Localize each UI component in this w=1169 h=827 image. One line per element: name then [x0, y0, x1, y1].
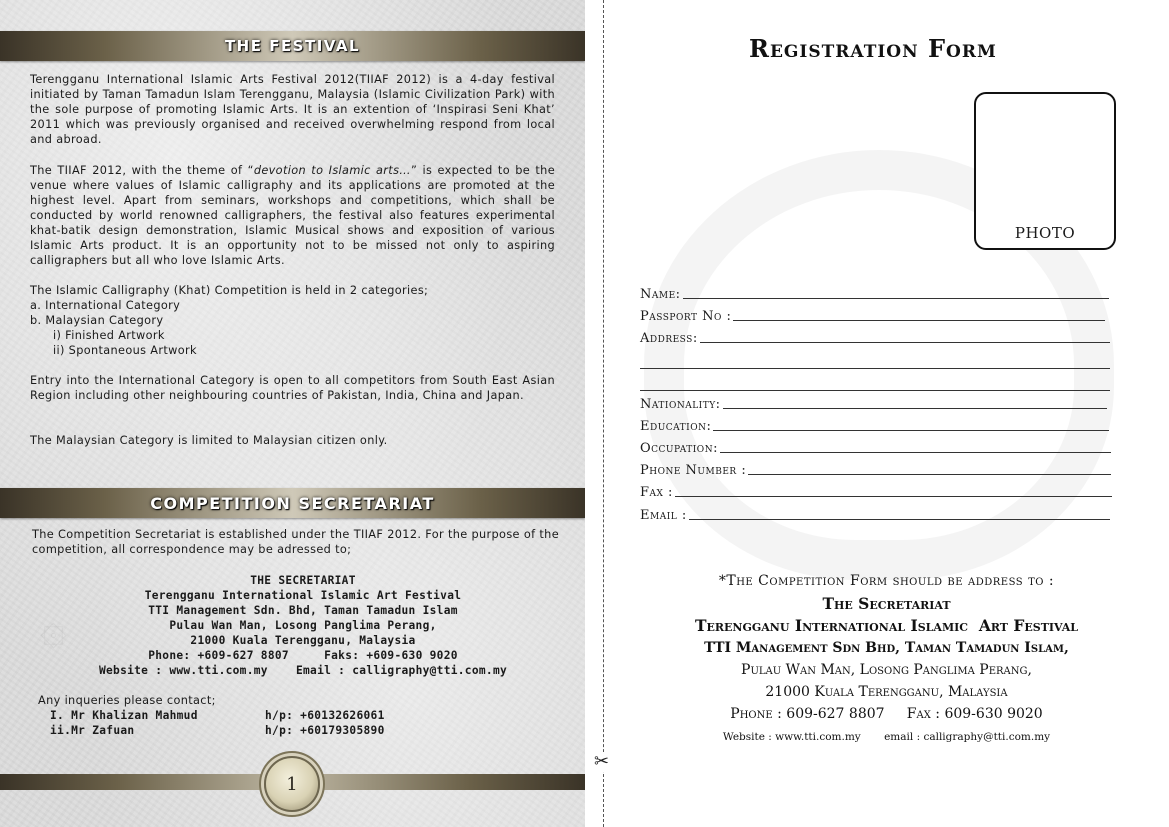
- website-email: Website : www.tti.com.my Email : calligraphy@tti.com.my: [98, 664, 508, 677]
- page-number-badge: [264, 756, 320, 812]
- category-a: a. International Category: [30, 299, 181, 312]
- secretariat-name: THE SECRETARIAT: [250, 574, 356, 587]
- passport-label: Passport No :: [640, 309, 732, 324]
- categories-intro: The Islamic Calligraphy (Khat) Competition is held in 2 categories;: [30, 284, 429, 297]
- festival-paragraph-2: [30, 163, 555, 268]
- contact-2-name: ii.Mr Zafuan: [50, 724, 135, 737]
- scissors-icon: ✂: [594, 751, 610, 772]
- secretariat-heading: COMPETITION SECRETARIAT: [150, 493, 435, 513]
- form-website-email: Website : www.tti.com.my email : calligraphy@tti.com.my: [722, 731, 1051, 743]
- education-field[interactable]: [640, 419, 1109, 434]
- malaysian-category-paragraph: The Malaysian Category is limited to Malaysian citizen only.: [30, 434, 388, 447]
- form-city-address: 21000 Kuala Terengganu, Malaysia: [765, 684, 1008, 700]
- international-category-paragraph: Entry into the International Category is open to all competitors from South East Asian Region including other neighbouring countries of Pakistan, India, China and Japan.: [30, 374, 555, 402]
- contact-1-phone: h/p: +60132626061: [265, 709, 385, 722]
- city-address: 21000 Kuala Terengganu, Malaysia: [190, 634, 416, 647]
- address-label: Address:: [640, 331, 698, 346]
- education-label: Education:: [640, 419, 712, 434]
- form-phone-fax: Phone : 609-627 8807 Fax : 609-630 9020: [730, 706, 1043, 722]
- fax-input-line[interactable]: [675, 496, 1112, 497]
- category-b: b. Malaysian Category: [30, 314, 164, 327]
- inquiries-title: Any inqueries please contact;: [38, 694, 216, 707]
- calligraphy-watermark: ۞: [40, 600, 67, 654]
- name-field[interactable]: [640, 287, 1109, 302]
- address-line-3[interactable]: [640, 390, 1110, 391]
- passport-field[interactable]: [640, 309, 1105, 324]
- nationality-input-line[interactable]: [723, 408, 1107, 409]
- paragraph-2-lead: The TIIAF 2012, with the theme of “: [30, 164, 254, 177]
- address-line-2[interactable]: [640, 368, 1110, 369]
- paragraph-2-body: ” is expected to be the venue where values of Islamic calligraphy and its applications are promoted at the highest level. Apart from seminars, workshops and competitions, which shall be conducted by world renowned calligraphers, the festival also features experimental khat-batik design demonstration, Islamic Musical shows and exposition of various Islamic Arts product. It is an opportunity not to be missed not only to aspiring calligraphers but all who love Islamic Arts.: [30, 164, 555, 267]
- name-label: Name:: [640, 287, 681, 302]
- festival-paragraph-1: Terengganu International Islamic Arts Festival 2012(TIIAF 2012) is a 4-day festival initiated by Taman Tamadun Islam Terengganu, Malaysia (Islamic Civilization Park) with the sole purpose of promoting Islamic Arts. It is an extention of ‘Inspirasi Seni Khat’ 2011 which was previously organised and received overwhelming respond from local and abroad.: [30, 73, 555, 146]
- company-name: TTI Management Sdn. Bhd, Taman Tamadun Islam: [148, 604, 458, 617]
- photo-box[interactable]: [974, 92, 1116, 250]
- occupation-label: Occupation:: [640, 441, 718, 456]
- category-b-finished: i) Finished Artwork: [53, 329, 165, 342]
- festival-theme: devotion to Islamic arts…: [253, 164, 411, 177]
- address-note: *The Competition Form should be address to :: [718, 573, 1055, 589]
- festival-name: Terengganu International Islamic Art Festival: [144, 589, 462, 602]
- street-address: Pulau Wan Man, Losong Panglima Perang,: [169, 619, 437, 632]
- phone-fax: Phone: +609-627 8807 Faks: +609-630 9020: [148, 649, 458, 662]
- education-input-line[interactable]: [713, 430, 1109, 431]
- festival-heading: THE FESTIVAL: [224, 37, 361, 55]
- form-title: Registration Form: [749, 34, 997, 63]
- form-street-address: Pulau Wan Man, Losong Panglima Perang,: [741, 662, 1032, 678]
- phone-field[interactable]: [640, 463, 1111, 478]
- occupation-field[interactable]: [640, 441, 1111, 456]
- contact-1-name: I. Mr Khalizan Mahmud: [50, 709, 198, 722]
- photo-label: PHOTO: [1014, 224, 1076, 242]
- category-b-spontaneous: ii) Spontaneous Artwork: [53, 344, 197, 357]
- fax-label: Fax :: [640, 485, 673, 500]
- secretariat-heading-banner: [0, 488, 585, 518]
- nationality-label: Nationality:: [640, 397, 721, 412]
- fax-field[interactable]: [640, 485, 1112, 500]
- address-field[interactable]: [640, 331, 1110, 346]
- email-input-line[interactable]: [689, 519, 1110, 520]
- email-field[interactable]: [640, 508, 1110, 523]
- form-company-name: TTI Management Sdn Bhd, Taman Tamadun Islam,: [704, 640, 1069, 656]
- nationality-field[interactable]: [640, 397, 1107, 412]
- secretariat-intro: The Competition Secretariat is established under the TIIAF 2012. For the purpose of the competition, all correspondence may be adressed to;: [32, 528, 559, 556]
- occupation-input-line[interactable]: [720, 452, 1111, 453]
- secretariat-address: [0, 573, 585, 678]
- passport-input-line[interactable]: [733, 320, 1105, 321]
- festival-heading-banner: [0, 31, 585, 61]
- phone-label: Phone Number :: [640, 463, 747, 478]
- name-input-line[interactable]: [683, 298, 1109, 299]
- page-number: 1: [286, 773, 298, 795]
- registration-form-page: [604, 0, 1169, 827]
- address-input-line[interactable]: [700, 342, 1110, 343]
- email-label: Email :: [640, 508, 687, 523]
- form-festival-name: Terengganu International Islamic Art Festival: [694, 616, 1078, 635]
- contact-2-phone: h/p: +60179305890: [265, 724, 385, 737]
- phone-input-line[interactable]: [748, 474, 1111, 475]
- form-secretariat-name: The Secretariat: [822, 594, 951, 613]
